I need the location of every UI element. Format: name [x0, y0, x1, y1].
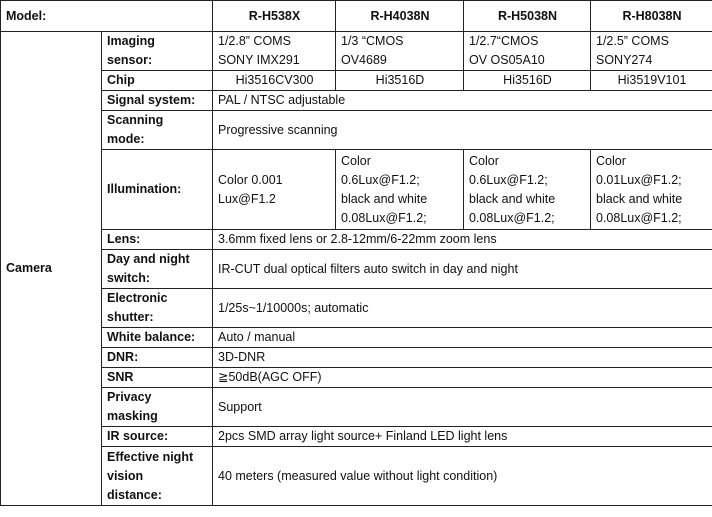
scanning-mode-row [1, 111, 712, 150]
privacy-row [1, 388, 712, 427]
row-label: Lens: [102, 230, 213, 250]
value-cell: 3D-DNR [213, 348, 712, 368]
value-cell: 1/25s~1/10000s; automatic [213, 289, 712, 328]
row-label: Illumination: [102, 150, 213, 230]
white-balance-row [1, 328, 712, 348]
row-label: Electronic shutter: [102, 289, 213, 328]
row-label: Chip [102, 71, 213, 91]
header-row [1, 1, 712, 32]
model-label: Model: [1, 1, 213, 32]
shutter-row [1, 289, 712, 328]
row-label: Imaging sensor: [102, 32, 213, 71]
night-vision-row [1, 447, 712, 506]
row-label: Privacy masking [102, 388, 213, 427]
value-cell: ≧50dB(AGC OFF) [213, 368, 712, 388]
row-label: Day and night switch: [102, 250, 213, 289]
value-cell: Hi3516CV300 [213, 71, 336, 91]
ir-source-row [1, 427, 712, 447]
signal-system-row [1, 91, 712, 111]
value-cell: 1/2.7“CMOS OV OS05A10 [464, 32, 591, 71]
value-cell: IR-CUT dual optical filters auto switch in day and night [213, 250, 712, 289]
value-cell: 1/2.8” COMS SONY IMX291 [213, 32, 336, 71]
value-cell: Color 0.001 Lux@F1.2 [213, 150, 336, 230]
model-header: R-H538X [213, 1, 336, 32]
value-cell: Color 0.01Lux@F1.2; black and white 0.08Lux@F1.2; [591, 150, 712, 230]
value-cell: 2pcs SMD array light source+ Finland LED light lens [213, 427, 712, 447]
value-cell: Progressive scanning [213, 111, 712, 150]
value-cell: Hi3519V101 [591, 71, 712, 91]
row-label: Signal system: [102, 91, 213, 111]
row-label: Effective night vision distance: [102, 447, 213, 506]
row-label: IR source: [102, 427, 213, 447]
row-label: SNR [102, 368, 213, 388]
day-night-row [1, 250, 712, 289]
model-header: R-H4038N [336, 1, 464, 32]
value-cell: Color 0.6Lux@F1.2; black and white 0.08Lux@F1.2; [464, 150, 591, 230]
value-cell: Color 0.6Lux@F1.2; black and white 0.08Lux@F1.2; [336, 150, 464, 230]
dnr-row [1, 348, 712, 368]
value-cell: 1/2.5” COMS SONY274 [591, 32, 712, 71]
row-label: White balance: [102, 328, 213, 348]
value-cell: 3.6mm fixed lens or 2.8-12mm/6-22mm zoom lens [213, 230, 712, 250]
value-cell: 40 meters (measured value without light condition) [213, 447, 712, 506]
value-cell: Hi3516D [464, 71, 591, 91]
model-header: R-H5038N [464, 1, 591, 32]
value-cell: PAL / NTSC adjustable [213, 91, 712, 111]
lens-row [1, 230, 712, 250]
row-label: Scanning mode: [102, 111, 213, 150]
illumination-row [1, 150, 712, 230]
value-cell: Support [213, 388, 712, 427]
camera-section-label: Camera [1, 32, 102, 506]
value-cell: Hi3516D [336, 71, 464, 91]
value-cell: Auto / manual [213, 328, 712, 348]
chip-row [1, 71, 712, 91]
row-label: DNR: [102, 348, 213, 368]
value-cell: 1/3 “CMOS OV4689 [336, 32, 464, 71]
imaging-sensor-row [1, 32, 712, 71]
snr-row [1, 368, 712, 388]
model-header: R-H8038N [591, 1, 712, 32]
